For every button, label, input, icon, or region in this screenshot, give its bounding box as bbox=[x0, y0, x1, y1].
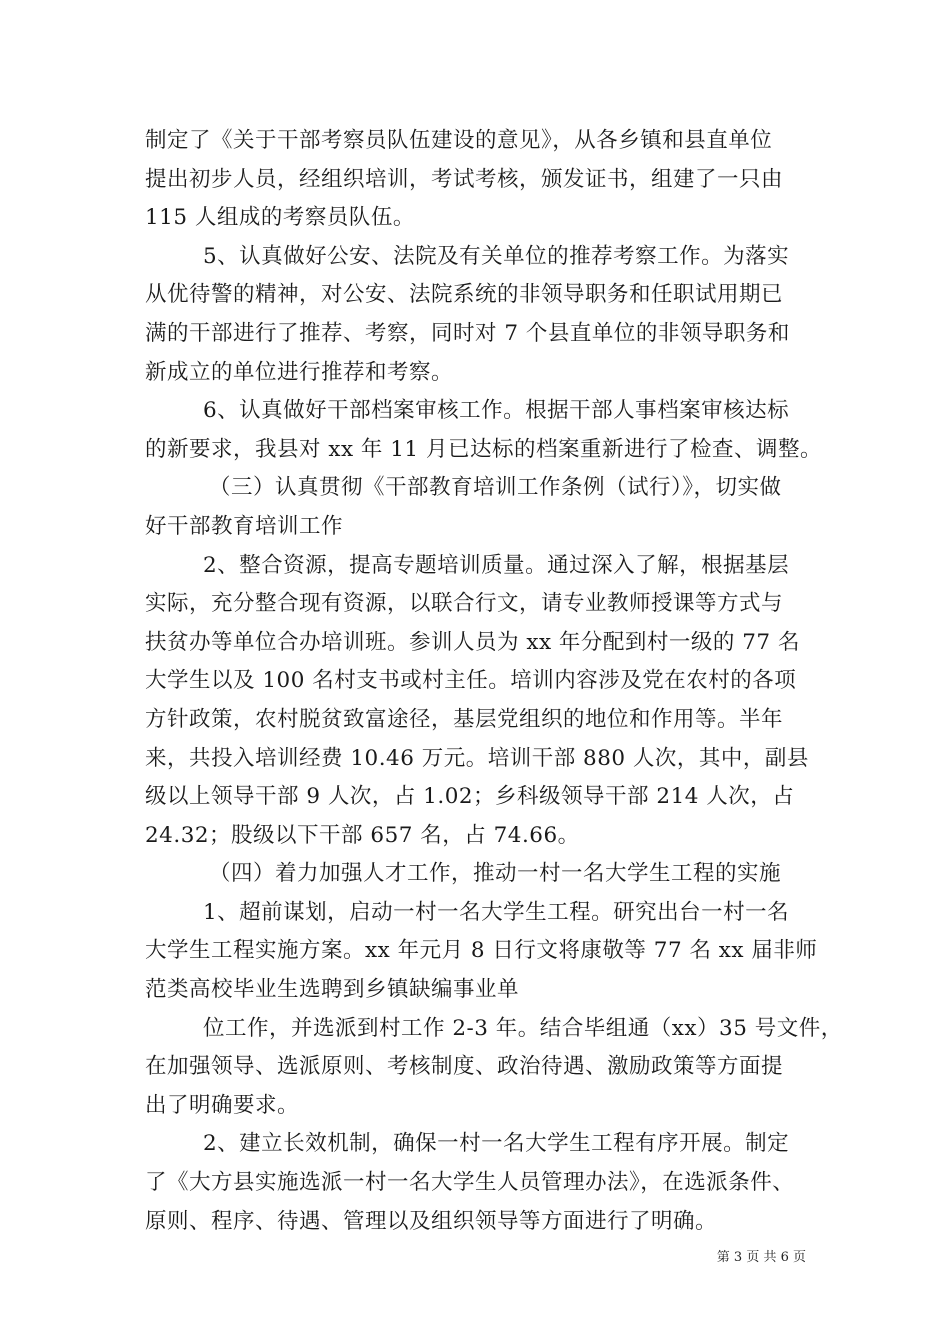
text-line: 满的干部进行了推荐、考察，同时对 7 个县直单位的非领导职务和 bbox=[145, 320, 790, 346]
paragraph-start-line: 2、建立长效机制，确保一村一名大学生工程有序开展。制定 bbox=[203, 1131, 790, 1157]
text-line: 制定了《关于干部考察员队伍建设的意见》，从各乡镇和县直单位 bbox=[145, 128, 773, 153]
text-line: 大学生以及 100 名村支书或村主任。培训内容涉及党在农村的各项 bbox=[145, 668, 797, 694]
section-heading: （三）认真贯彻《干部教育培训工作条例（试行）》，切实做 bbox=[209, 475, 782, 501]
text-line: 范类高校毕业生选聘到乡镇缺编事业单 bbox=[145, 977, 520, 1003]
text-line: 级以上领导干部 9 人次，占 1.02；乡科级领导干部 214 人次，占 bbox=[145, 784, 795, 810]
document-body bbox=[145, 122, 843, 1241]
text-line: 的新要求，我县对 xx 年 11 月已达标的档案重新进行了检查、调整。 bbox=[145, 436, 822, 462]
text-line: 24.32；股级以下干部 657 名，占 74.66。 bbox=[145, 822, 580, 848]
text-line: 新成立的单位进行推荐和考察。 bbox=[145, 359, 454, 385]
text-line: 扶贫办等单位合办培训班。参训人员为 xx 年分配到村一级的 77 名 bbox=[145, 629, 800, 655]
text-line: 了《大方县实施选派一村一名大学生人员管理办法》，在选派条件、 bbox=[145, 1170, 795, 1196]
text-line: 提出初步人员，经组织培训，考试考核，颁发证书，组建了一只由 bbox=[145, 166, 784, 192]
text-line: 原则、程序、待遇、管理以及组织领导等方面进行了明确。 bbox=[145, 1208, 718, 1234]
text-line: 从优待警的精神，对公安、法院系统的非领导职务和任职试用期已 bbox=[145, 282, 784, 308]
page-number-footer: 第 3 页 共 6 页 bbox=[716, 1250, 806, 1265]
text-line: 出了明确要求。 bbox=[145, 1092, 300, 1118]
text-line: 在加强领导、选派原则、考核制度、政治待遇、激励政策等方面提 bbox=[145, 1054, 784, 1080]
text-line: 115 人组成的考察员队伍。 bbox=[145, 205, 415, 231]
paragraph-start-line: 5、认真做好公安、法院及有关单位的推荐考察工作。为落实 bbox=[203, 243, 790, 269]
paragraph-start-line: 1、超前谋划，启动一村一名大学生工程。研究出台一村一名 bbox=[203, 899, 790, 925]
text-line: 方针政策，农村脱贫致富途径，基层党组织的地位和作用等。半年 bbox=[145, 706, 784, 732]
paragraph-start-line: 6、认真做好干部档案审核工作。根据干部人事档案审核达标 bbox=[203, 398, 790, 424]
text-line: 实际，充分整合现有资源，以联合行文，请专业教师授课等方式与 bbox=[145, 591, 784, 617]
paragraph-start-line: 2、整合资源，提高专题培训质量。通过深入了解，根据基层 bbox=[203, 552, 790, 578]
text-line: 大学生工程实施方案。xx 年元月 8 日行文将康敬等 77 名 xx 届非师 bbox=[145, 938, 818, 964]
paragraph-start-line: 位工作，并选派到村工作 2-3 年。结合毕组通（xx）35 号文件， bbox=[203, 1015, 843, 1041]
text-line: 来，共投入培训经费 10.46 万元。培训干部 880 人次，其中，副县 bbox=[145, 745, 809, 771]
section-heading: （四）着力加强人才工作，推动一村一名大学生工程的实施 bbox=[209, 861, 782, 887]
section-heading-cont: 好干部教育培训工作 bbox=[145, 513, 344, 539]
